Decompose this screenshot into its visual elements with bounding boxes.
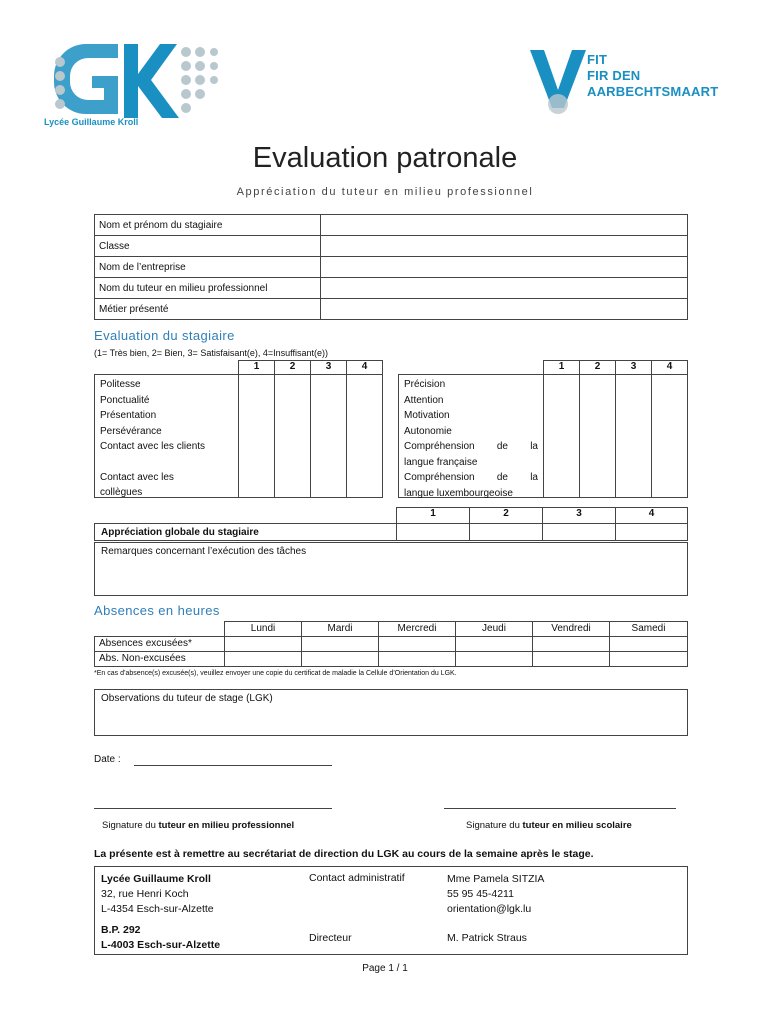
scale-header: 3 [542,507,616,524]
submission-notice: La présente est à remettre au secrétariat de direction du LGK au cours de la semaine après le stage. [94,848,594,860]
rating-column[interactable] [346,374,383,498]
absence-cell[interactable] [532,651,610,667]
remarks-label: Remarques concernant l’exécution des tâches [101,546,307,557]
day-header: Mercredi [378,621,456,637]
date-label: Date : [94,754,121,765]
scale-header: 4 [346,360,383,375]
scale-header: 2 [469,507,543,524]
absence-row-label: Absences excusées* [94,636,225,652]
admin-contact-details: Mme Pamela SITZIA 55 95 45-4211 orientation@lgk.lu [447,873,545,915]
global-rating-cell[interactable] [542,523,616,541]
info-label: Nom de l’entreprise [95,257,321,278]
absences-heading: Absences en heures [94,603,220,618]
rating-column[interactable] [543,374,580,498]
director-name: M. Patrick Straus [447,932,527,944]
rating-column[interactable] [651,374,688,498]
rating-column[interactable] [274,374,311,498]
info-value-field[interactable] [321,236,688,257]
absence-cell[interactable] [301,636,379,652]
evaluation-legend: (1= Très bien, 2= Bien, 3= Satisfaisant(e), 4=Insuffisant(e)) [94,348,328,358]
right-criteria-grid [398,360,688,498]
date-field[interactable] [134,765,332,766]
signature-label-professional: Signature du tuteur en milieu professionnel [102,820,295,831]
scale-header: 1 [543,360,580,375]
table-row [95,215,688,236]
info-value-field[interactable] [321,215,688,236]
absence-cell[interactable] [378,651,456,667]
day-header: Mardi [301,621,379,637]
global-appraisal-grid [94,507,688,541]
absence-cell[interactable] [378,636,456,652]
rating-column[interactable] [579,374,616,498]
school-postbox: B.P. 292 L-4003 Esch-sur-Alzette [101,924,221,951]
day-header: Samedi [609,621,688,637]
rating-column[interactable] [310,374,347,498]
absence-row-label: Abs. Non-excusées [94,651,225,667]
day-header: Vendredi [532,621,610,637]
global-rating-cell[interactable] [396,523,470,541]
page-number: Page 1 / 1 [362,963,408,974]
page-subtitle: Appréciation du tuteur en milieu professionnel [236,186,534,198]
admin-contact-label: Contact administratif [309,872,405,884]
global-rating-cell[interactable] [615,523,688,541]
scale-header: 4 [651,360,688,375]
absence-cell[interactable] [609,651,688,667]
table-row [95,278,688,299]
absence-cell[interactable] [455,651,533,667]
day-header: Lundi [224,621,302,637]
absence-cell[interactable] [224,651,302,667]
info-label: Classe [95,236,321,257]
signature-label-school: Signature du tuteur en milieu scolaire [466,820,632,831]
absences-table [94,621,688,668]
table-row [95,257,688,278]
table-row [95,299,688,320]
info-label: Métier présenté [95,299,321,320]
absence-cell[interactable] [609,636,688,652]
info-value-field[interactable] [321,278,688,299]
scale-header: 1 [396,507,470,524]
scale-header: 1 [238,360,275,375]
day-header: Jeudi [455,621,533,637]
scale-header: 4 [615,507,688,524]
admin-email-link[interactable]: orientation@lgk.lu [447,903,532,915]
signature-line-professional[interactable] [94,808,332,809]
criteria-list: Précision Attention Motivation Autonomie Compréhension de la langue française Compréhension de la langue luxembourgeoise [404,379,538,499]
absence-cell[interactable] [224,636,302,652]
school-address: Lycée Guillaume Kroll 32, rue Henri Koch L-4354 Esch-sur-Alzette [101,873,214,915]
signature-line-school[interactable] [444,808,676,809]
scale-header: 3 [615,360,652,375]
info-label: Nom du tuteur en milieu professionnel [95,278,321,299]
rating-column[interactable] [615,374,652,498]
lgk-logo-caption: Lycée Guillaume Kroll [44,117,139,127]
global-appraisal-label: Appréciation globale du stagiaire [94,523,397,541]
observations-field[interactable] [94,689,688,736]
scale-header: 3 [310,360,347,375]
info-value-field[interactable] [321,299,688,320]
page-title: Evaluation patronale [252,142,518,174]
remarks-field[interactable] [94,542,688,596]
scale-header: 2 [274,360,311,375]
rating-column[interactable] [238,374,275,498]
contact-box [94,866,688,955]
global-rating-cell[interactable] [469,523,543,541]
scale-header: 2 [579,360,616,375]
absence-cell[interactable] [301,651,379,667]
absence-cell[interactable] [455,636,533,652]
evaluation-heading: Evaluation du stagiaire [94,328,235,343]
director-label: Directeur [309,932,352,944]
fit-logo-text: FIT FIR DEN AARBECHTSMAART [587,52,719,99]
info-label: Nom et prénom du stagiaire [95,215,321,236]
absences-footnote: *En cas d’absence(s) excusée(s), veuillez envoyer une copie du certificat de maladie la Cellule d’Orientation du LGK. [94,670,457,677]
observations-label: Observations du tuteur de stage (LGK) [101,693,273,704]
criteria-list: Politesse Ponctualité Présentation Persévérance Contact avec les clients Contact avec les collègues [100,379,206,498]
table-row [95,236,688,257]
absence-cell[interactable] [532,636,610,652]
left-criteria-grid [94,360,384,498]
trainee-info-table [94,214,688,320]
info-value-field[interactable] [321,257,688,278]
